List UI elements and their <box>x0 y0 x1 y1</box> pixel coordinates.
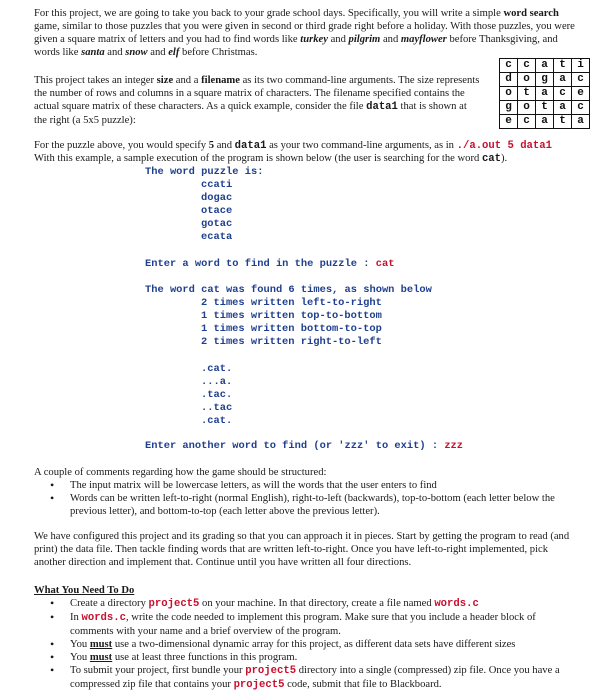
direction-count: 2 times written left-to-right <box>201 297 382 309</box>
grid-cell: c <box>572 73 590 87</box>
grid-cell: t <box>554 59 572 73</box>
grid-cell: c <box>572 101 590 115</box>
result-row: ..tac <box>201 402 233 414</box>
arguments-paragraph: This project takes an integer size and a filename as its two command-line arguments. The size represents the number of rows and columns in a square matrix of characters. The filename specified contains the actual square matrix of these characters. As a quick example, consider the file data1 that is shown at the right (a 5x5 puzzle): <box>34 75 480 126</box>
grid-cell: g <box>536 73 554 87</box>
comments-list <box>50 479 580 518</box>
list-item: • The input matrix will be lowercase letters, as will the words that the user enters to find <box>50 479 580 492</box>
grid-cell: g <box>500 101 518 115</box>
requirements-list <box>50 597 580 692</box>
grid-cell: a <box>554 73 572 87</box>
grid-row <box>500 87 590 101</box>
list-item: • You must use a two-dimensional dynamic array for this project, as different data sets have different sizes <box>50 638 580 651</box>
list-item: • In words.c, write the code needed to implement this program. Make sure that you include a header block of comments with your name and a brief overview of the program. <box>50 611 580 638</box>
puzzle-row: dogac <box>201 192 233 204</box>
grid-cell: t <box>518 87 536 101</box>
comments-intro: A couple of comments regarding how the game should be structured: <box>34 467 327 478</box>
puzzle-header: The word puzzle is: <box>145 166 264 178</box>
grid-cell: c <box>500 59 518 73</box>
result-row: .cat. <box>201 415 233 427</box>
grid-row <box>500 101 590 115</box>
puzzle-row: ecata <box>201 231 233 243</box>
grid-cell: a <box>572 115 590 129</box>
grid-row <box>500 59 590 73</box>
puzzle-note-line: For the puzzle above, you would specify 5 and data1 as your two command-line arguments, as in ./a.out 5 data1 <box>34 140 552 152</box>
puzzle-row: gotac <box>201 218 233 230</box>
section-heading: What You Need To Do <box>34 585 135 596</box>
list-item: • You must use at least three functions in this program. <box>50 651 580 664</box>
grid-cell: c <box>518 59 536 73</box>
list-item: • To submit your project, first bundle your project5 directory into a single (compressed) zip file. Once you have a compressed zip file that contains your project5 code, submit that file to Blackboard. <box>50 664 580 692</box>
grid-cell: a <box>536 87 554 101</box>
puzzle-row: otace <box>201 205 233 217</box>
result-row: ...a. <box>201 376 233 388</box>
grid-cell: a <box>554 101 572 115</box>
grid-cell: t <box>536 101 554 115</box>
intro-paragraph: For this project, we are going to take you back to your grade school days. Specifically, you will write a simple word search game, similar to those puzzles that you were given in second or third grade right before a holiday. With those puzzles, you were given a square matrix of letters and you had to find words like turkey and pilgrim and mayflower before Thanksgiving, and words like santa and snow and elf before Christmas. <box>34 8 575 58</box>
list-item: • Words can be written left-to-right (normal English), right-to-left (backwards), top-to-bottom (each letter below the previous letter), and bottom-to-top (each letter above the previous letter). <box>50 492 580 518</box>
sample-intro-line: With this example, a sample execution of the program is shown below (the user is searching for the word cat). <box>34 153 508 165</box>
letter-grid <box>499 58 590 129</box>
direction-count: 2 times written right-to-left <box>201 336 382 348</box>
grid-cell: c <box>554 87 572 101</box>
result-row: .cat. <box>201 363 233 375</box>
find-prompt: Enter a word to find in the puzzle : cat <box>145 258 395 270</box>
grid-cell: o <box>500 87 518 101</box>
grid-cell: a <box>536 59 554 73</box>
grid-cell: i <box>572 59 590 73</box>
exit-prompt: Enter another word to find (or 'zzz' to exit) : zzz <box>145 440 464 452</box>
grid-cell: e <box>572 87 590 101</box>
direction-count: 1 times written bottom-to-top <box>201 323 382 335</box>
grid-cell: t <box>554 115 572 129</box>
grid-cell: o <box>518 101 536 115</box>
list-item: • Create a directory project5 on your machine. In that directory, create a file named words.c <box>50 597 580 611</box>
grid-cell: o <box>518 73 536 87</box>
found-message: The word cat was found 6 times, as shown below <box>145 284 432 296</box>
direction-count: 1 times written top-to-bottom <box>201 310 382 322</box>
puzzle-row: ccati <box>201 179 233 191</box>
grid-row <box>500 73 590 87</box>
grid-cell: e <box>500 115 518 129</box>
configuration-paragraph: We have configured this project and its grading so that you can approach it in pieces. Start by getting the program to read (and print) the data file. Then tackle finding words that are written left-to-right. Once you have left-to-right implemented, pick another direction and implement that. Continue until you have written all four directions. <box>34 531 570 568</box>
grid-cell: a <box>536 115 554 129</box>
grid-cell: d <box>500 73 518 87</box>
result-row: .tac. <box>201 389 233 401</box>
grid-cell: c <box>518 115 536 129</box>
grid-row <box>500 115 590 129</box>
